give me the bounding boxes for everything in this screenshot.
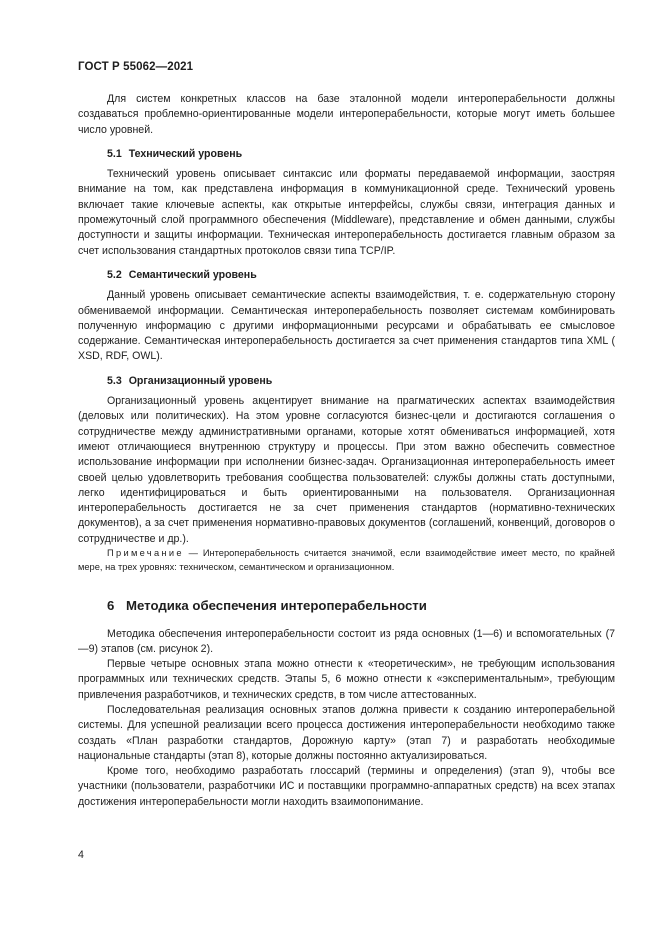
section-number: 5.2 (107, 268, 122, 281)
section-number: 5.1 (107, 147, 122, 160)
note-label: Примечание (107, 548, 184, 559)
section-title: Организационный уровень (128, 374, 273, 387)
section-5-3-paragraph: Организационный уровень акцентирует внимание на прагматических аспектах взаимодействия (деловых или политических). На этом уровне согласуются бизнес-цели и достигаются соглашения о сотрудничестве между административными органами, которые хотят обмениваться информацией, хотя имеют отличающиеся внутреннюю структуру и процессы. При этом важно обеспечить совместное использование информации при исполнении бизнес-задач. Организационная интероперабельность имеет своей целью удовлетворить требования сообщества пользователей: службы должны стать доступными, легко идентифицироваться и быть ориентированными на пользователя. Организационная интероперабельность достигается не за счет применения стандартов (нормативно-технических документов), а за счет применения нормативно-правовых документов (соглашений, конвенций, договоров о сотрудничестве и др.). (78, 395, 615, 545)
section-title: Технический уровень (128, 147, 243, 160)
section-title: Методика обеспечения интероперабельности (126, 598, 427, 614)
note (78, 547, 615, 574)
section-number: 5.3 (107, 374, 122, 387)
section-5-1-paragraph: Технический уровень описывает синтаксис или форматы передаваемой информации, заостряя внимание на том, как представлена информация в коммуникационной среде. Технический уровень включает такие ключевые аспекты, как открытые интерфейсы, службы связи, интеграция данных и промежуточный слой программного обеспечения (Middleware), представление и обмен данными, службы доступности и защиты информации. Техническая интероперабельность достигается главным образом за счет использования стандартных протоколов связи типа TCP/IP. (78, 168, 615, 257)
section-6-paragraph: Методика обеспечения интероперабельности состоит из ряда основных (1—6) и вспомогательных (7—9) этапов (см. рисунок 2). (78, 627, 615, 655)
section-5-3-heading (107, 374, 615, 389)
section-6-heading (107, 598, 615, 613)
intro-paragraph: Для систем конкретных классов на базе эталонной модели интероперабельности должны создаваться проблемно-ориентированные модели интероперабельности, которые могут иметь большее число уровней. (78, 93, 615, 136)
document-header: ГОСТ Р 55062—2021 (78, 61, 194, 73)
page-number: 4 (78, 849, 84, 861)
section-5-1-heading (107, 147, 615, 162)
section-6-paragraph: Кроме того, необходимо разработать глоссарий (термины и определения) (этап 9), чтобы все участники (пользователи, разработчики ИС и поставщики программно-аппаратных средств) на всех этапах достижения интероперабельности могли находить взаимопонимание. (78, 765, 615, 808)
section-number: 6 (107, 598, 115, 614)
document-body (78, 92, 615, 810)
section-5-2-heading (107, 268, 615, 283)
section-6-paragraph: Первые четыре основных этапа можно отнести к «теоретическим», не требующим использования программных или технических средств. Этапы 5, 6 можно отнести к «экспериментальным», требующим привлечения разработчиков, и технических средств, в том числе аттестованных. (78, 658, 615, 701)
note-text: — Интероперабельность считается значимой, если взаимодействие имеет место, по крайней мере, на трех уровнях: техническом, семантическом и организационном. (78, 548, 615, 572)
section-6-paragraph: Последовательная реализация основных этапов должна привести к созданию интероперабельной системы. Для успешной реализации всего процесса достижения интероперабельности необходимо также создать «План разработки стандартов, Дорожную карту» (этап 7) и разработать необходимые национальные стандарты (этап 8), которые должны постоянно актуализироваться. (78, 703, 615, 762)
section-5-2-paragraph: Данный уровень описывает семантические аспекты взаимодействия, т. е. содержательную сторону обмениваемой информации. Семантическая интероперабельность позволяет системам комбинировать полученную информацию с другими информационными ресурсами и обрабатывать ее смысловое содержание. Семантическая интероперабельность достигается за счет применения стандартов типа XML ( XSD, RDF, OWL). (78, 289, 615, 363)
section-title: Семантический уровень (128, 268, 257, 281)
